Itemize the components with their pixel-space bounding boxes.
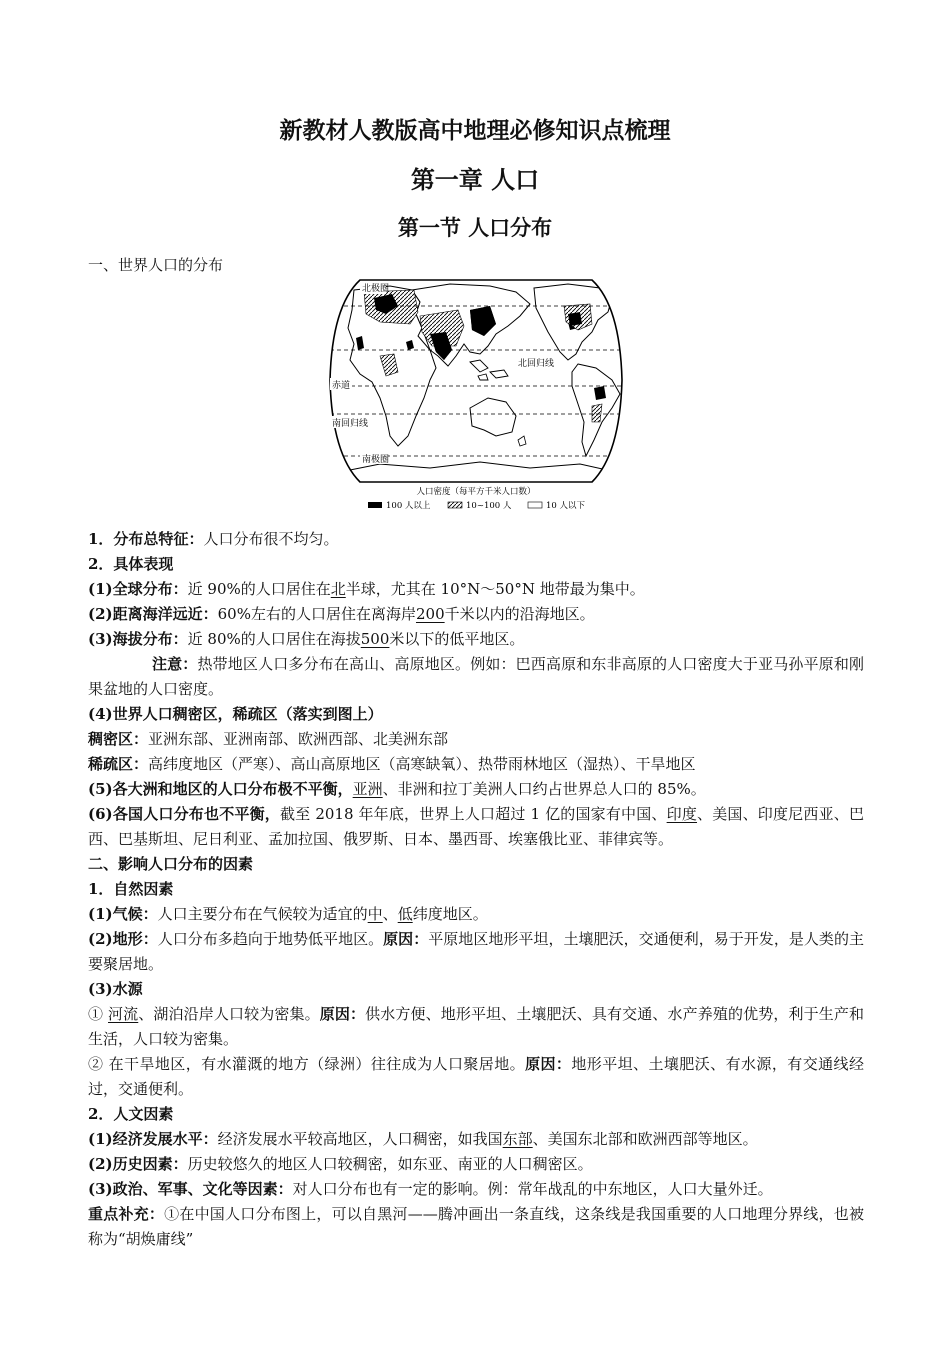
p8: 稠密区：亚洲东部、亚洲南部、欧洲西部、北美洲东部 xyxy=(88,730,449,748)
part1-heading: 一、世界人口的分布 xyxy=(88,256,224,274)
p17: ① 河流、湖泊沿岸人口较为密集。原因：供水方便、地形平坦、土壤肥沃、具有交通、水产养殖的优势，利于生产和生活，人口较为密集。 xyxy=(88,1005,864,1048)
p7: (4)世界人口稠密区，稀疏区（落实到图上） xyxy=(88,705,383,723)
p11: (6)各国人口分布也不平衡，截至 2018 年年底，世界上人口超过 1 亿的国家有中国、印度、美国、印度尼西亚、巴西、巴基斯坦、尼日利亚、孟加拉国、俄罗斯、日本、墨西哥、埃塞俄比亚、菲律宾等。 xyxy=(88,805,864,848)
p6-note: 注意：热带地区人口多分布在高山、高原地区。例如：巴西高原和东非高原的人口密度大于亚马孙平原和刚果盆地的人口密度。 xyxy=(88,655,864,698)
p12: 二、影响人口分布的因素 xyxy=(88,855,254,873)
p14: (1)气候：人口主要分布在气候较为适宜的中、低纬度地区。 xyxy=(88,905,488,923)
p5: (3)海拔分布：近 80%的人口居住在海拔500米以下的低平地区。 xyxy=(88,630,525,648)
document-body xyxy=(88,527,864,1252)
landmass-australia xyxy=(470,398,516,436)
legend-swatch-sparse xyxy=(528,502,542,508)
legend-swatch-medium xyxy=(448,502,462,508)
p9: 稀疏区：高纬度地区（严寒）、高山高原地区（高寒缺氧）、热带雨林地区（湿热）、干旱地区 xyxy=(88,755,696,773)
p20: (1)经济发展水平：经济发展水平较高地区，人口稠密，如我国东部、美国东北部和欧洲西部等地区。 xyxy=(88,1130,758,1148)
p4: (2)距离海洋远近：60%左右的人口居住在离海岸200千米以内的沿海地区。 xyxy=(88,605,595,623)
p18: ② 在干旱地区，有水灌溉的地方（绿洲）往往成为人口聚居地。原因：地形平坦、土壤肥沃、有水源，有交通线经过，交通便利。 xyxy=(88,1055,864,1098)
legend-swatch-dense xyxy=(368,502,382,508)
landmass-antarctica xyxy=(340,462,616,488)
legend-dense: 100 人以上 xyxy=(386,501,431,511)
p23: 重点补充：①在中国人口分布图上，可以自黑河——腾冲画出一条直线，这条线是我国重要的人口地理分界线，也被称为“胡焕庸线” xyxy=(88,1205,864,1248)
p15: (2)地形：人口分布多趋向于地势低平地区。原因：平原地区地形平坦，土壤肥沃，交通便利，易于开发，是人类的主要聚居地。 xyxy=(88,930,864,973)
label-south-pole: 南极圈 xyxy=(362,455,390,465)
world-population-map xyxy=(320,276,632,516)
p19: 2．人文因素 xyxy=(88,1105,174,1123)
section-title: 第一节 人口分布 xyxy=(397,215,553,240)
p22: (3)政治、军事、文化等因素：对人口分布也有一定的影响。例：常年战乱的中东地区，人口大量外迁。 xyxy=(88,1180,773,1198)
p21: (2)历史因素：历史较悠久的地区人口较稠密，如东亚、南亚的人口稠密区。 xyxy=(88,1155,593,1173)
document-title: 新教材人教版高中地理必修知识点梳理 xyxy=(279,117,671,144)
label-tropic-north: 北回归线 xyxy=(518,359,555,369)
p10: (5)各大洲和地区的人口分布极不平衡，亚洲、非洲和拉丁美洲人口约占世界总人口的 85%。 xyxy=(88,780,706,798)
p13: 1．自然因素 xyxy=(88,880,174,898)
chapter-title: 第一章 人口 xyxy=(410,165,540,194)
label-tropic-south: 南回归线 xyxy=(332,419,369,429)
legend-title: 人口密度（每平方千米人口数） xyxy=(416,487,536,497)
legend-medium: 10~100 人 xyxy=(466,501,512,511)
label-north-pole: 北极圈 xyxy=(362,284,390,294)
p16: (3)水源 xyxy=(88,980,143,998)
p2: 2．具体表现 xyxy=(88,555,174,573)
p3: (1)全球分布：近 90%的人口居住在北半球，尤其在 10°N～50°N 地带最为集中。 xyxy=(88,580,645,598)
legend-sparse: 10 人以下 xyxy=(546,501,586,511)
p1: 1．分布总特征：人口分布很不均匀。 xyxy=(88,530,339,548)
label-equator: 赤道 xyxy=(332,381,351,391)
